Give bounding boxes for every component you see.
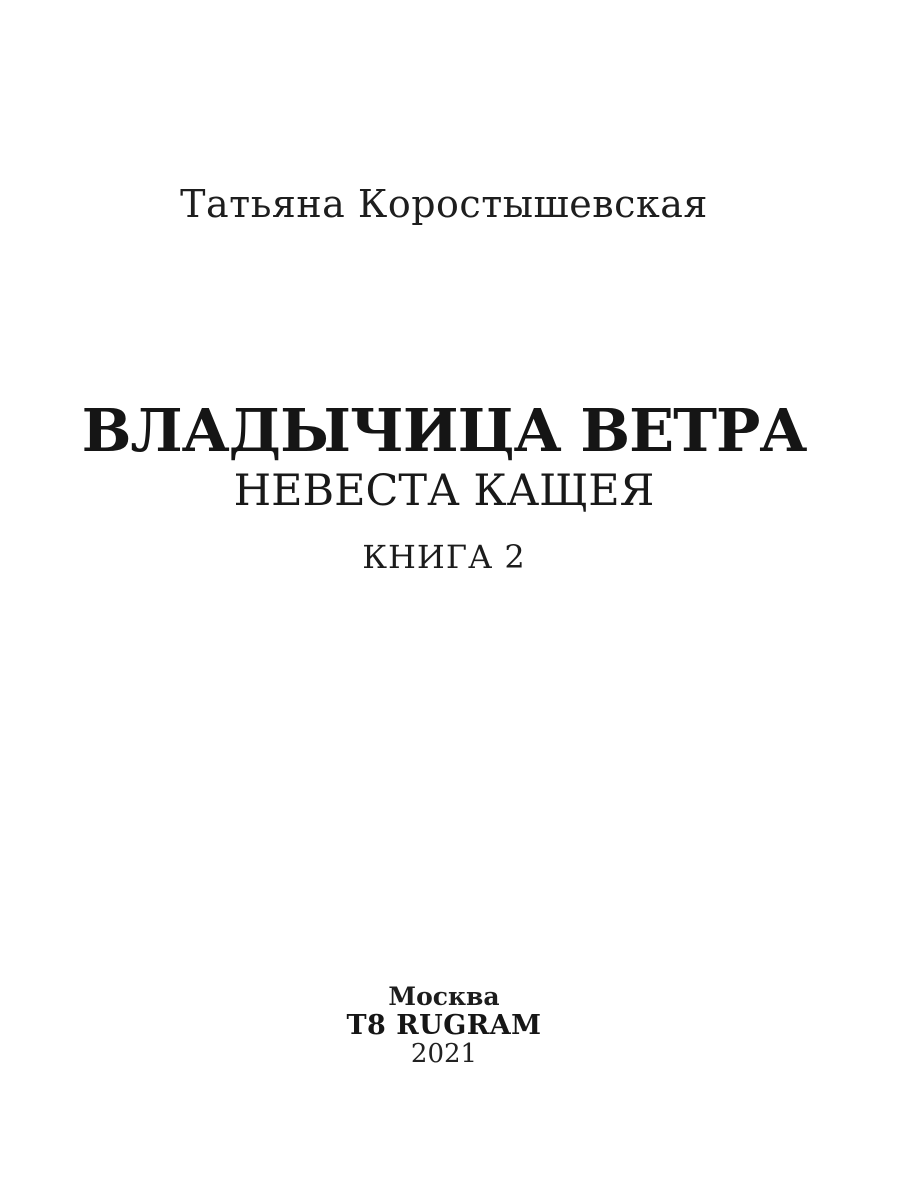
book-title: ВЛАДЫЧИЦА ВЕТРА [81, 396, 807, 465]
book-number: КНИГА 2 [362, 538, 526, 576]
imprint-year: 2021 [410, 1039, 478, 1069]
imprint-publisher: Т8 RUGRAM [346, 1010, 542, 1041]
imprint-city: Москва [388, 982, 500, 1011]
book-subtitle: НЕВЕСТА КАЩЕЯ [233, 466, 655, 516]
author-name: Татьяна Коростышевская [180, 182, 708, 226]
